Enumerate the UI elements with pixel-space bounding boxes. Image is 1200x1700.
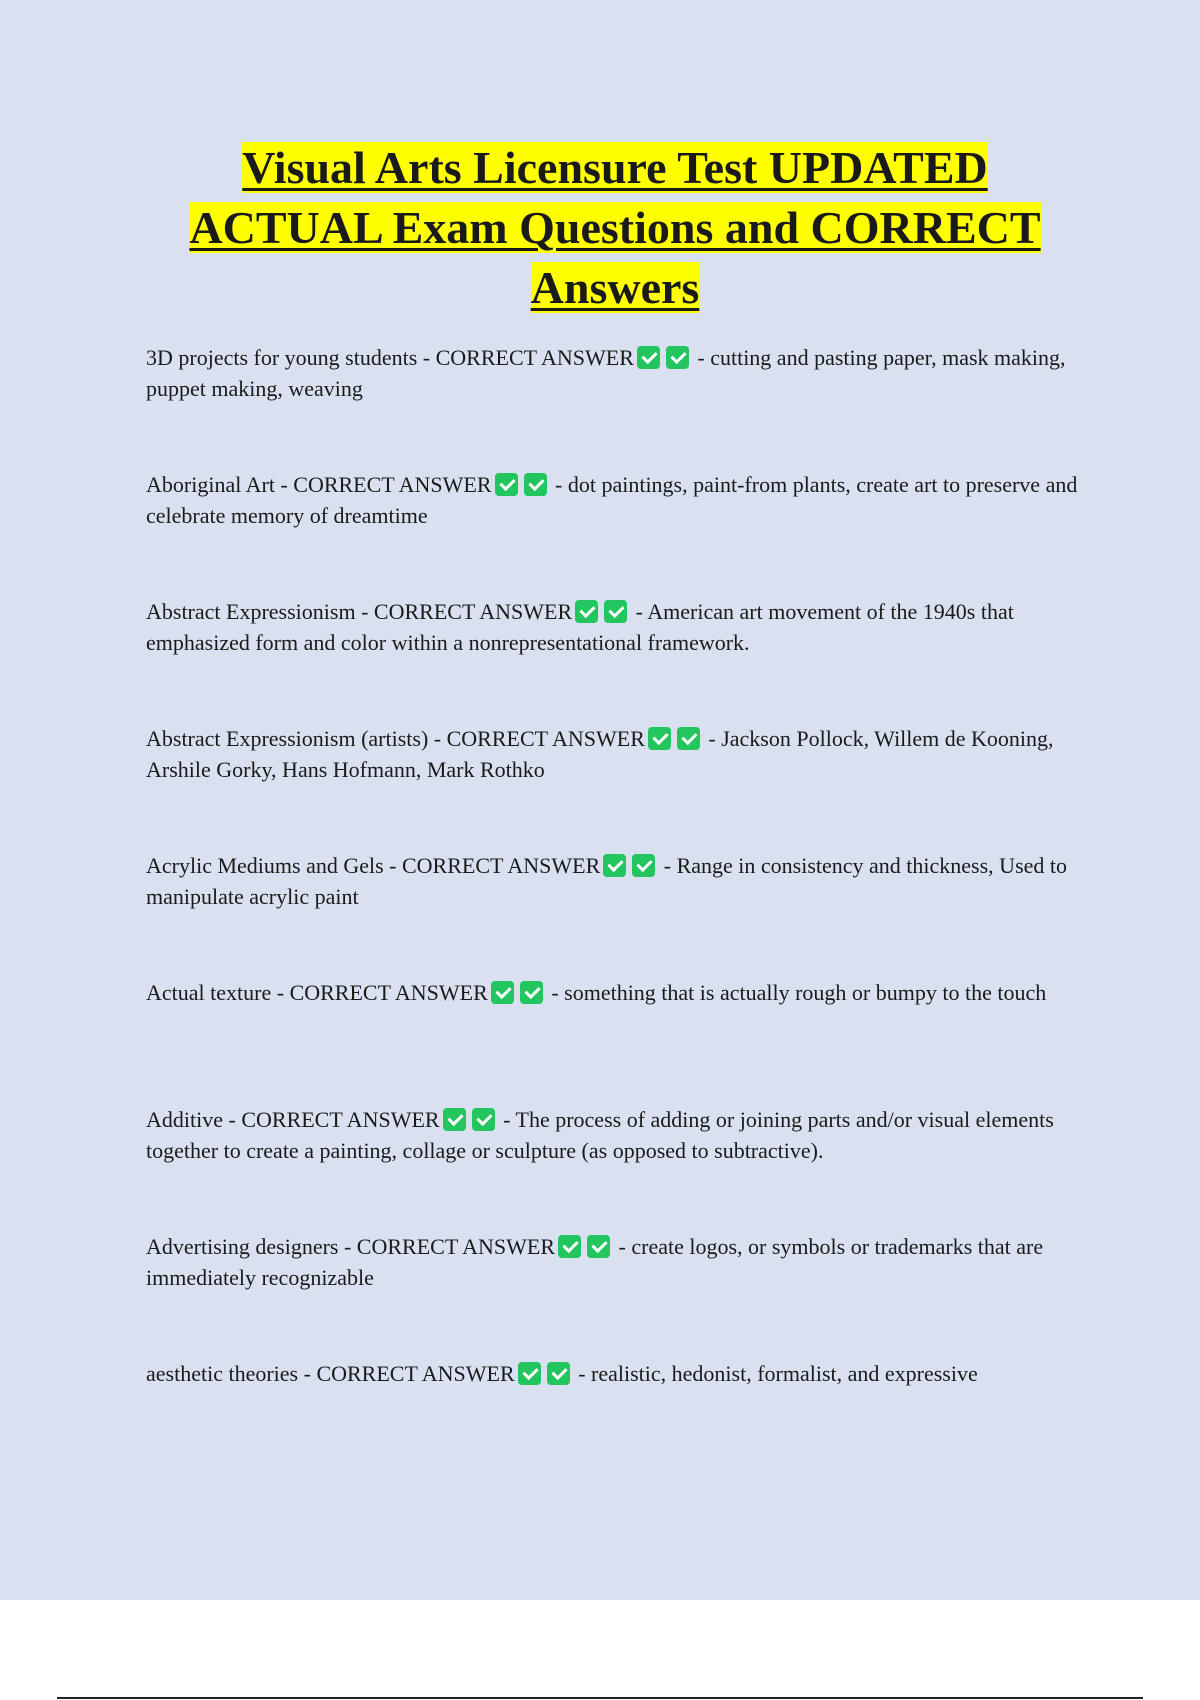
separator: - (549, 472, 568, 497)
qa-item (146, 596, 1081, 723)
answer-marker: CORRECT ANSWER (373, 599, 573, 624)
check-mark-icon (677, 727, 700, 750)
qa-item (146, 850, 1081, 977)
check-mark-icon (587, 1235, 610, 1258)
term: Aboriginal Art (146, 472, 275, 497)
answer: The process of adding or joining parts and/or visual elements together to create a painting, collage or sculpture (as opposed to subtractive). (146, 1107, 1054, 1163)
separator: - (274, 472, 294, 497)
answer-marker: CORRECT ANSWER (241, 1107, 440, 1132)
separator: - (298, 1361, 317, 1386)
qa-item (146, 977, 1081, 1104)
separator: - (355, 599, 374, 624)
answer: Range in consistency and thickness, Used to manipulate acrylic paint (146, 853, 1068, 909)
separator: - (271, 980, 290, 1005)
separator: - (223, 1107, 242, 1132)
separator: - (691, 345, 711, 370)
check-mark-icon (495, 473, 518, 496)
answer-marker: CORRECT ANSWER (446, 726, 645, 751)
answer-marker: CORRECT ANSWER (435, 345, 634, 370)
term: Abstract Expressionism (artists) (146, 726, 429, 751)
answer-marker: CORRECT ANSWER (356, 1234, 556, 1259)
check-mark-icon (520, 981, 543, 1004)
term: Abstract Expressionism (146, 599, 356, 624)
answer-marker: CORRECT ANSWER (316, 1361, 515, 1386)
answer: realistic, hedonist, formalist, and expressive (591, 1361, 978, 1386)
qa-item (146, 342, 1081, 469)
check-mark-icon (575, 600, 598, 623)
check-mark-icon (443, 1108, 466, 1131)
separator: - (613, 1234, 632, 1259)
check-mark-icon (524, 473, 547, 496)
answer: Jackson Pollock, Willem de Kooning, Arshile Gorky, Hans Hofmann, Mark Rothko (146, 726, 1054, 782)
answer: cutting and pasting paper, mask making, puppet making, weaving (146, 345, 1066, 401)
check-mark-icon (491, 981, 514, 1004)
separator: - (428, 726, 447, 751)
title-line: Visual Arts Licensure Test UPDATED (242, 142, 988, 193)
qa-item (146, 723, 1081, 850)
separator: - (572, 1361, 592, 1386)
check-mark-icon (558, 1235, 581, 1258)
title-line: Answers (530, 262, 700, 313)
separator: - (497, 1107, 516, 1132)
separator: - (702, 726, 722, 751)
term: Acrylic Mediums and Gels (146, 853, 384, 878)
check-mark-icon (648, 727, 671, 750)
page-title (130, 138, 1100, 318)
answer: American art movement of the 1940s that emphasized form and color within a nonrepresentational framework. (146, 599, 1014, 655)
answer-marker: CORRECT ANSWER (289, 980, 488, 1005)
answer-marker: CORRECT ANSWER (402, 853, 601, 878)
footer-divider (57, 1697, 1143, 1699)
separator: - (545, 980, 565, 1005)
check-mark-icon (666, 346, 689, 369)
separator: - (338, 1234, 357, 1259)
check-mark-icon (472, 1108, 495, 1131)
check-mark-icon (603, 854, 626, 877)
term: Actual texture (146, 980, 272, 1005)
answer: something that is actually rough or bumpy to the touch (564, 980, 1047, 1005)
check-mark-icon (632, 854, 655, 877)
term: Additive (146, 1107, 223, 1132)
check-mark-icon (604, 600, 627, 623)
check-mark-icon (518, 1362, 541, 1385)
separator: - (417, 345, 436, 370)
separator: - (630, 599, 648, 624)
title-line: ACTUAL Exam Questions and CORRECT (189, 202, 1041, 253)
check-mark-icon (547, 1362, 570, 1385)
qa-list (146, 342, 1081, 1485)
qa-item (146, 1104, 1081, 1231)
qa-item (146, 469, 1081, 596)
separator: - (383, 853, 402, 878)
term: Advertising designers (146, 1234, 339, 1259)
answer: create logos, or symbols or trademarks that are immediately recognizable (146, 1234, 1044, 1290)
answer-marker: CORRECT ANSWER (293, 472, 492, 497)
answer: dot paintings, paint-from plants, create art to preserve and celebrate memory of dreamtime (146, 472, 1078, 528)
term: aesthetic theories (146, 1361, 299, 1386)
qa-item (146, 1231, 1081, 1358)
check-mark-icon (637, 346, 660, 369)
term: 3D projects for young students (146, 345, 418, 370)
separator: - (658, 853, 677, 878)
qa-item (146, 1358, 1081, 1485)
